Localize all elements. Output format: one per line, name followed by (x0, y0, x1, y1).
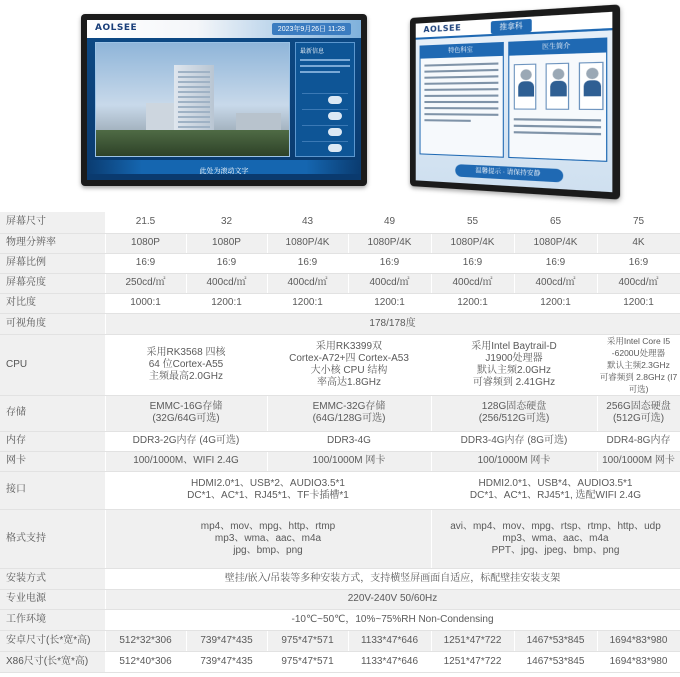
cell: 16:9 (597, 253, 680, 273)
row-label: 物理分辨率 (0, 233, 105, 253)
text-line (514, 125, 601, 129)
sidebar-title: 最新信息 (300, 49, 325, 55)
weather-row (302, 93, 348, 107)
row-label: 专业电源 (0, 589, 105, 609)
cell: EMMC-32G存储 (64G/128G可选) (267, 395, 431, 431)
avatar-head (553, 68, 565, 79)
cell: 1251*47*722 (431, 630, 514, 651)
cell: mp4、mov、mpg、http、rtmp mp3、wma、aac、m4a jpg、bmp、png (105, 509, 431, 568)
cell: 1133*47*646 (348, 630, 431, 651)
row-label: 安装方式 (0, 568, 105, 589)
cloud-icon (328, 144, 342, 152)
doctor-avatar (579, 62, 604, 110)
weather-row (302, 141, 348, 155)
text-line (300, 71, 340, 73)
landscape-monitor-image (81, 14, 367, 186)
cell: 400cd/㎡ (597, 273, 680, 293)
cell: 1200:1 (267, 293, 348, 313)
cell: 21.5 (105, 212, 186, 233)
row-label: 接口 (0, 471, 105, 509)
cell: 250cd/㎡ (105, 273, 186, 293)
cloud-icon (328, 128, 342, 136)
cell: 975*47*571 (267, 651, 348, 672)
text-line (424, 101, 498, 103)
cell: 100/1000M 网卡 (267, 451, 431, 471)
cell: 55 (431, 212, 514, 233)
cell: 1080P/4K (431, 233, 514, 253)
row-label: X86尺寸(长*宽*高) (0, 651, 105, 672)
row-label: CPU (0, 334, 105, 395)
row-label: 网卡 (0, 451, 105, 471)
screen-header (416, 12, 613, 40)
brand-logo: AOLSEE (423, 22, 462, 35)
cell: 16:9 (348, 253, 431, 273)
doctor-panel (508, 37, 607, 161)
hospital-photo (95, 42, 290, 157)
panel-title: 特色科室 (448, 47, 473, 55)
cell: 739*47*435 (186, 630, 267, 651)
weather-row (302, 109, 348, 123)
ticker-text: 此处为滚动文字 (199, 168, 249, 175)
scrolling-ticker (87, 160, 361, 174)
cell: -10℃~50℃，10%~75%RH Non-Condensing (105, 609, 680, 630)
spec-row-interfaces (0, 471, 680, 509)
panel-header (509, 39, 606, 56)
cell: 16:9 (514, 253, 597, 273)
footer-banner: 温馨提示 · 请保持安静 (455, 164, 563, 182)
cell: avi、mp4、mov、mpg、rtsp、rtmp、http、udp mp3、wma、aac、m4a PPT、jpg、jpeg、bmp、png (431, 509, 680, 568)
cell: 1000:1 (105, 293, 186, 313)
cell: 1200:1 (597, 293, 680, 313)
spec-row-resolution (0, 233, 680, 253)
info-sidebar (295, 42, 355, 157)
spec-row-contrast (0, 293, 680, 313)
cell: 1694*83*980 (597, 630, 680, 651)
cell: 75 (597, 212, 680, 233)
panel-title: 医生简介 (542, 43, 571, 52)
cell: 178/178度 (105, 313, 680, 334)
weather-row (302, 125, 348, 139)
cell: 1080P (186, 233, 267, 253)
cloud-icon (328, 112, 342, 120)
cell: DDR3-4G (267, 431, 431, 451)
spec-row-environment (0, 609, 680, 630)
row-label: 工作环境 (0, 609, 105, 630)
spec-row-android-dimensions (0, 630, 680, 651)
cell: 16:9 (186, 253, 267, 273)
text-line (424, 75, 498, 78)
cell: 100/1000M、WIFI 2.4G (105, 451, 267, 471)
cell: 43 (267, 212, 348, 233)
spec-row-cpu (0, 334, 680, 395)
cell: 4K (597, 233, 680, 253)
spec-row-power (0, 589, 680, 609)
angled-monitor-image (410, 4, 620, 199)
cell: 16:9 (105, 253, 186, 273)
text-line (424, 88, 498, 91)
cell: 壁挂/嵌入/吊装等多种安装方式，支持横竖屏画面自适应，标配壁挂安装支架 (105, 568, 680, 589)
cell: 1080P/4K (267, 233, 348, 253)
cell: 65 (514, 212, 597, 233)
spec-row-network (0, 451, 680, 471)
spec-row-installation (0, 568, 680, 589)
avatar-body (518, 81, 534, 96)
cell: 400cd/㎡ (267, 273, 348, 293)
row-label: 屏幕亮度 (0, 273, 105, 293)
cell: 1467*53*845 (514, 630, 597, 651)
cell: 1080P/4K (514, 233, 597, 253)
cell: 采用RK3568 四核 64 位Cortex-A55 主频最高2.0GHz (105, 334, 267, 395)
department-label: 推拿科 (491, 19, 532, 34)
cell: 采用Intel Core I5 -6200U处理器 默认主频2.3GHz 可睿频到 2.8GHz (I7可选) (597, 334, 680, 395)
cell: 512*32*306 (105, 630, 186, 651)
cell: 1200:1 (348, 293, 431, 313)
cell: HDMI2.0*1、USB*2、AUDIO3.5*1 DC*1、AC*1、RJ45*1、TF卡插槽*1 (105, 471, 431, 509)
text-line (300, 59, 350, 61)
text-line (300, 65, 350, 67)
avatar-head (520, 69, 531, 80)
row-label: 格式支持 (0, 509, 105, 568)
cell: 400cd/㎡ (348, 273, 431, 293)
cell: 1080P/4K (348, 233, 431, 253)
cell: 512*40*306 (105, 651, 186, 672)
cell: DDR4-8G内存 (597, 431, 680, 451)
cell: 739*47*435 (186, 651, 267, 672)
cell: 49 (348, 212, 431, 233)
doctor-avatar (546, 63, 570, 110)
row-label: 对比度 (0, 293, 105, 313)
cell: 1133*47*646 (348, 651, 431, 672)
row-label: 屏幕尺寸 (0, 212, 105, 233)
row-label: 可视角度 (0, 313, 105, 334)
cell: 400cd/㎡ (514, 273, 597, 293)
cell: 1694*83*980 (597, 651, 680, 672)
text-line (424, 107, 498, 109)
avatar-body (550, 81, 567, 97)
text-line (424, 113, 498, 116)
row-label: 存储 (0, 395, 105, 431)
cell: 1467*53*845 (514, 651, 597, 672)
spec-table (0, 212, 680, 673)
spec-row-memory (0, 431, 680, 451)
screen-header (87, 20, 361, 38)
spec-row-storage (0, 395, 680, 431)
cell: 100/1000M 网卡 (597, 451, 680, 471)
text-line (424, 82, 498, 85)
cell: 16:9 (431, 253, 514, 273)
cell: 1200:1 (186, 293, 267, 313)
monitor-screen (87, 20, 361, 180)
text-line (424, 119, 470, 122)
product-hero (0, 0, 680, 206)
cell: 100/1000M 网卡 (431, 451, 597, 471)
cell: DDR3-4G内存 (8G可选) (431, 431, 597, 451)
spec-row-brightness (0, 273, 680, 293)
cell: 128G固态硬盘 (256/512G可选) (431, 395, 597, 431)
row-label: 安卓尺寸(长*宽*高) (0, 630, 105, 651)
text-line (424, 69, 498, 73)
text-line (514, 131, 601, 135)
cell: 1200:1 (431, 293, 514, 313)
cell: 975*47*571 (267, 630, 348, 651)
cell: 16:9 (267, 253, 348, 273)
cell: 220V-240V 50/60Hz (105, 589, 680, 609)
spec-row-viewing-angle (0, 313, 680, 334)
row-label: 内存 (0, 431, 105, 451)
cell: 采用RK3399双 Cortex-A72+四 Cortex-A53 大小核 CPU 结构 率高达1.8GHz (267, 334, 431, 395)
row-label: 屏幕比例 (0, 253, 105, 273)
cell: 400cd/㎡ (186, 273, 267, 293)
cell: 256G固态硬盘 (512G可选) (597, 395, 680, 431)
cell: 1080P (105, 233, 186, 253)
cell: 1200:1 (514, 293, 597, 313)
cell: HDMI2.0*1、USB*4、AUDIO3.5*1 DC*1、AC*1、RJ45*1, 选配WIFI 2.4G (431, 471, 680, 509)
spec-row-x86-dimensions (0, 651, 680, 672)
trees-shape (96, 130, 289, 156)
cell: EMMC-16G存储 (32G/64G可选) (105, 395, 267, 431)
cell: 32 (186, 212, 267, 233)
brand-logo: AOLSEE (95, 23, 138, 33)
cell: 400cd/㎡ (431, 273, 514, 293)
cell: 采用Intel Baytrail-D J1900处理器 默认主频2.0GHz 可睿频到 2.41GHz (431, 334, 597, 395)
text-line (514, 118, 601, 121)
spec-row-screen-size (0, 212, 680, 233)
spec-row-formats (0, 509, 680, 568)
cell: 1251*47*722 (431, 651, 514, 672)
text-line (424, 95, 498, 97)
feature-panel (420, 42, 504, 158)
cell: DDR3-2G内存 (4G可选) (105, 431, 267, 451)
date-time: 2023年9月26日 11:28 (272, 23, 351, 35)
avatar-head (586, 68, 598, 80)
text-line (424, 62, 498, 66)
monitor-screen (416, 12, 613, 192)
doctor-avatar (514, 64, 537, 110)
cloud-icon (328, 96, 342, 104)
avatar-body (584, 80, 601, 96)
panel-header (421, 43, 503, 59)
spec-row-aspect-ratio (0, 253, 680, 273)
